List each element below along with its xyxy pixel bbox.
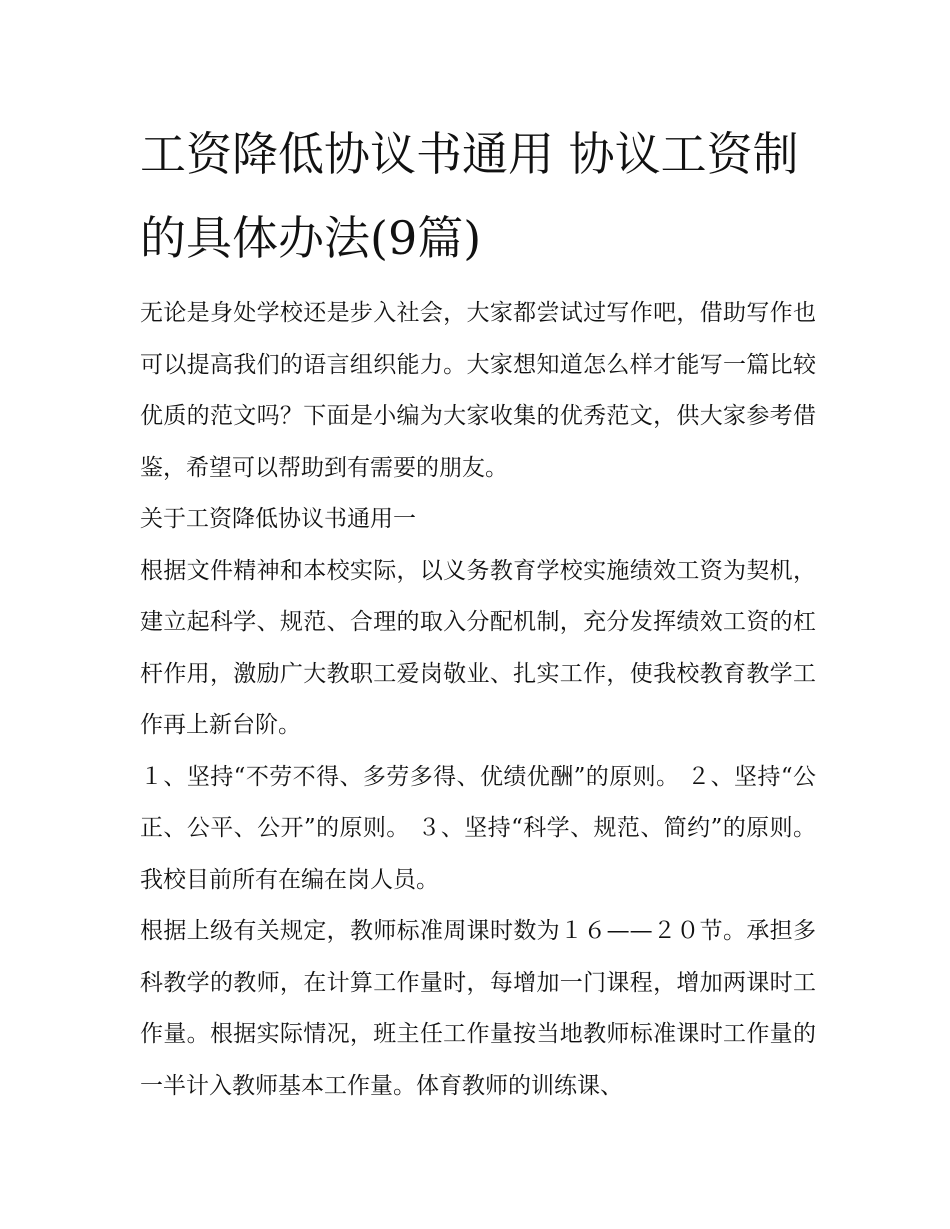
section-heading: 关于工资降低协议书通用一 <box>140 506 416 532</box>
document-page <box>140 112 816 1112</box>
body-paragraph-purpose: 根据文件精神和本校实际，以义务教育学校实施绩效工资为契机，建立起科学、规范、合理的取入分配机制，充分发挥绩效工资的杠杆作用，激励广大教职工爱岗敬业、扎实工作，使我校教育教学工作再上新台阶。 <box>140 557 816 738</box>
body-paragraph-workload: 根据上级有关规定，教师标准周课时数为１６——２０节。承担多科教学的教师，在计算工作量时，每增加一门课程，增加两课时工作量。根据实际情况，班主任工作量按当地教师标准课时工作量的一半计入教师基本工作量。体育教师的训练课、 <box>140 918 816 1099</box>
document-title: 工资降低协议书通用 协议工资制的具体办法(9篇) <box>140 127 799 265</box>
body-paragraph-principles: １、坚持“不劳不得、多劳多得、优绩优酬”的原则。 ２、坚持“公正、公平、公开”的原则。 ３、坚持“科学、规范、简约”的原则。 我校目前所有在编在岗人员。 <box>140 763 816 893</box>
intro-paragraph: 无论是身处学校还是步入社会，大家都尝试过写作吧，借助写作也可以提高我们的语言组织能力。大家想知道怎么样才能写一篇比较优质的范文吗？下面是小编为大家收集的优秀范文，供大家参考借鉴，希望可以帮助到有需要的朋友。 <box>140 300 816 481</box>
